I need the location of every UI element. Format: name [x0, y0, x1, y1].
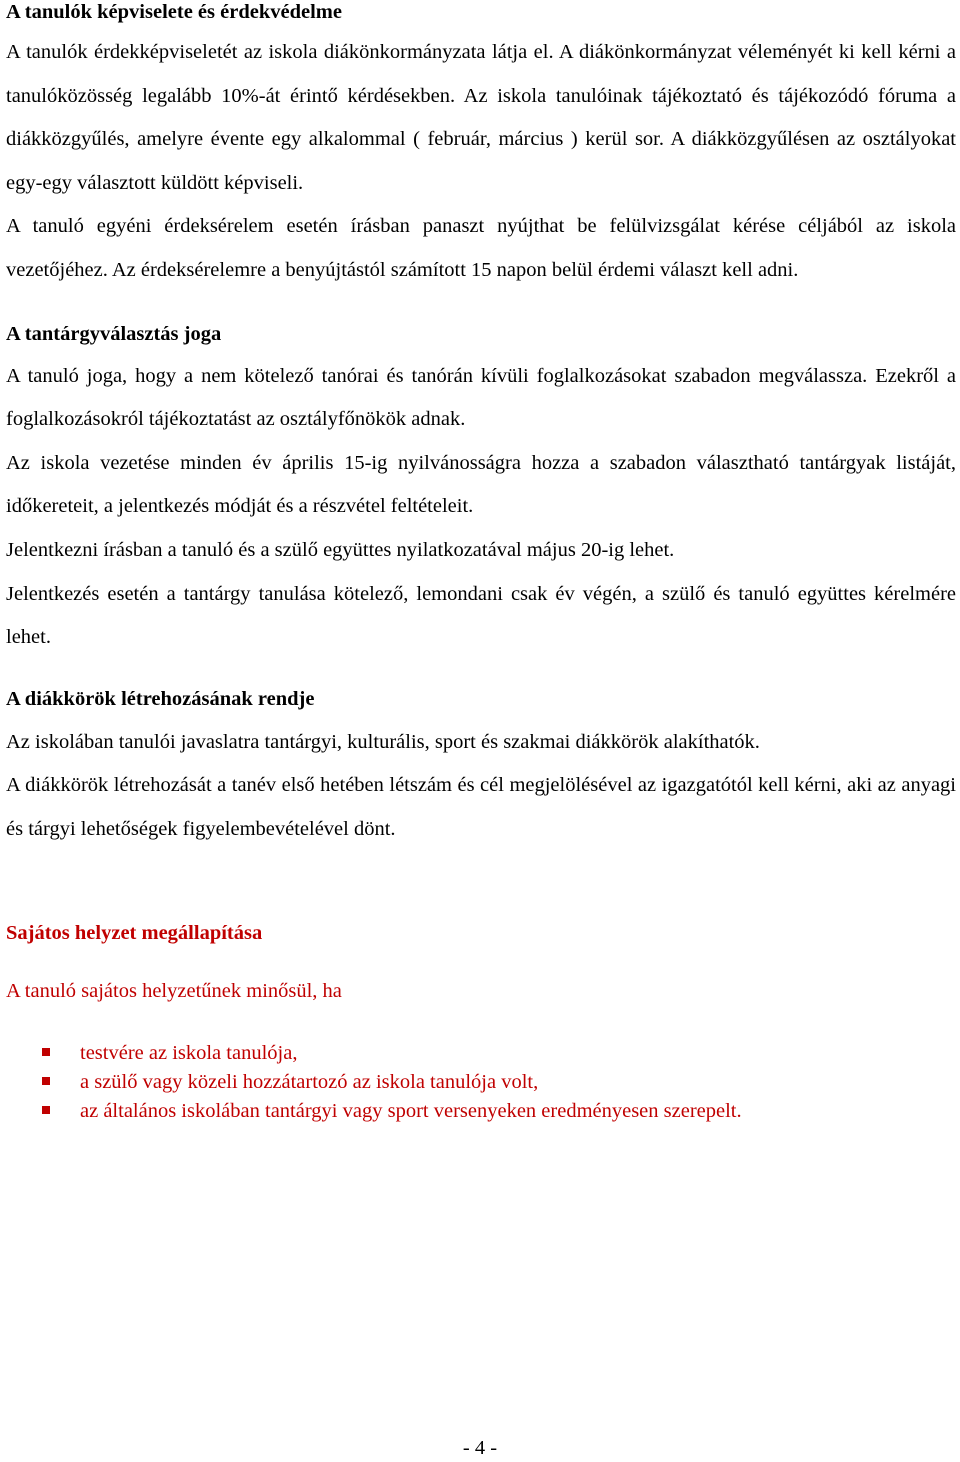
paragraph: A tanuló egyéni érdeksérelem esetén írásban panaszt nyújthat be felülvizsgálat kérése céljából az iskola vezetőjéhez. Az érdeksérelemre a benyújtástól számított 15 napon belül érdemi választ kell adni.: [6, 215, 956, 281]
section-title-student-clubs: A diákkörök létrehozásának rendje: [6, 687, 315, 710]
section-title-subject-choice: A tantárgyválasztás joga: [6, 322, 222, 345]
paragraph: Jelentkezni írásban a tanuló és a szülő együttes nyilatkozatával május 20-ig lehet.: [6, 538, 675, 561]
paragraph: A tanulók érdekképviseletét az iskola diákönkormányzata látja el. A diákönkormányzat véleményét ki kell kérni a tanulóközösség legalább 10%-át érintő kérdésekben. Az iskola tanulóinak tájékoztató és tájékozódó fóruma a diákközgyűlés, amelyre évente egy alkalommal ( február, március ) kerül sor. A diákközgyűlésen az osztályokat egy-egy választott küldött képviseli.: [6, 41, 956, 194]
paragraph: A diákkörök létrehozását a tanév első hetében létszám és cél megjelölésével az igazgatótól kell kérni, aki az anyagi és tárgyi lehetőségek figyelembevételével dönt.: [6, 774, 956, 840]
paragraph: A tanuló joga, hogy a nem kötelező tanórai és tanórán kívüli foglalkozásokat szabadon megválassza. Ezekről a foglalkozásokról tájékoztatást az osztályfőnökök adnak.: [6, 364, 956, 431]
section-body-representation: [6, 31, 956, 293]
section-body-subject-choice: [6, 355, 956, 660]
list-item: [6, 1097, 956, 1126]
list-item: [6, 1039, 956, 1068]
square-bullet-icon: [42, 1048, 50, 1056]
list-item-text: az általános iskolában tantárgyi vagy sport versenyeken eredményesen szerepelt.: [80, 1100, 742, 1123]
special-status-list: [6, 1039, 956, 1127]
square-bullet-icon: [42, 1077, 50, 1085]
document-page: [6, 0, 956, 1126]
paragraph: Az iskolában tanulói javaslatra tantárgyi, kulturális, sport és szakmai diákkörök alakíthatók.: [6, 730, 760, 753]
section-body-student-clubs: [6, 721, 956, 852]
special-status-intro: A tanuló sajátos helyzetűnek minősül, ha: [6, 979, 342, 1002]
list-item-text: a szülő vagy közeli hozzátartozó az iskola tanulója volt,: [80, 1070, 539, 1093]
section-title-special-status: Sajátos helyzet megállapítása: [6, 921, 263, 944]
paragraph: Jelentkezés esetén a tantárgy tanulása kötelező, lemondani csak év végén, a szülő és tanuló együttes kérelmére lehet.: [6, 582, 956, 649]
square-bullet-icon: [42, 1106, 50, 1114]
list-item: [6, 1068, 956, 1097]
page-number: - 4 -: [462, 1437, 498, 1459]
section-title-representation: A tanulók képviselete és érdekvédelme: [6, 1, 342, 23]
list-item-text: testvére az iskola tanulója,: [80, 1041, 298, 1064]
paragraph: Az iskola vezetése minden év április 15-ig nyilvánosságra hozza a szabadon választható tantárgyak listáját, időkereteit, a jelentkezés módját és a részvétel feltételeit.: [6, 451, 956, 518]
